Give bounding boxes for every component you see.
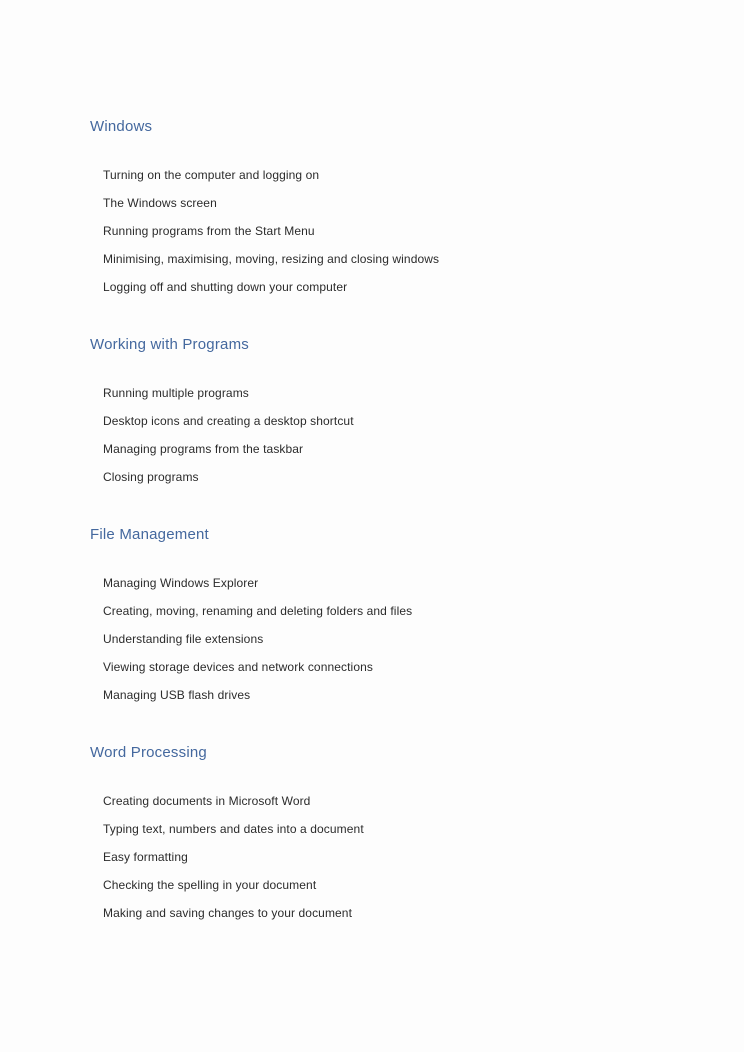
list-item: Making and saving changes to your document — [103, 906, 353, 920]
topic-list — [103, 787, 704, 927]
list-item: Turning on the computer and logging on — [103, 168, 320, 182]
list-item: Easy formatting — [103, 850, 188, 864]
list-item: Understanding file extensions — [103, 632, 264, 646]
list-item: Logging off and shutting down your computer — [103, 280, 348, 294]
topic-list — [103, 161, 704, 301]
section-heading: Working with Programs — [90, 336, 249, 353]
list-item: Running multiple programs — [103, 386, 249, 400]
list-item: The Windows screen — [103, 196, 217, 210]
list-item: Viewing storage devices and network connections — [103, 660, 373, 674]
section-file-management — [90, 525, 704, 709]
topic-list — [103, 379, 704, 491]
document-page — [90, 117, 704, 927]
section-heading: Word Processing — [90, 744, 207, 761]
list-item: Managing programs from the taskbar — [103, 442, 304, 456]
list-item: Checking the spelling in your document — [103, 878, 317, 892]
list-item: Minimising, maximising, moving, resizing and closing windows — [103, 252, 440, 266]
list-item: Creating documents in Microsoft Word — [103, 794, 311, 808]
section-heading: Windows — [90, 118, 153, 135]
list-item: Typing text, numbers and dates into a document — [103, 822, 364, 836]
section-windows — [90, 117, 704, 301]
topic-list — [103, 569, 704, 709]
section-working-with-programs — [90, 335, 704, 491]
list-item: Managing Windows Explorer — [103, 576, 259, 590]
section-word-processing — [90, 743, 704, 927]
list-item: Desktop icons and creating a desktop shortcut — [103, 414, 354, 428]
list-item: Creating, moving, renaming and deleting folders and files — [103, 604, 413, 618]
list-item: Running programs from the Start Menu — [103, 224, 315, 238]
section-heading: File Management — [90, 526, 209, 543]
list-item: Closing programs — [103, 470, 199, 484]
list-item: Managing USB flash drives — [103, 688, 251, 702]
